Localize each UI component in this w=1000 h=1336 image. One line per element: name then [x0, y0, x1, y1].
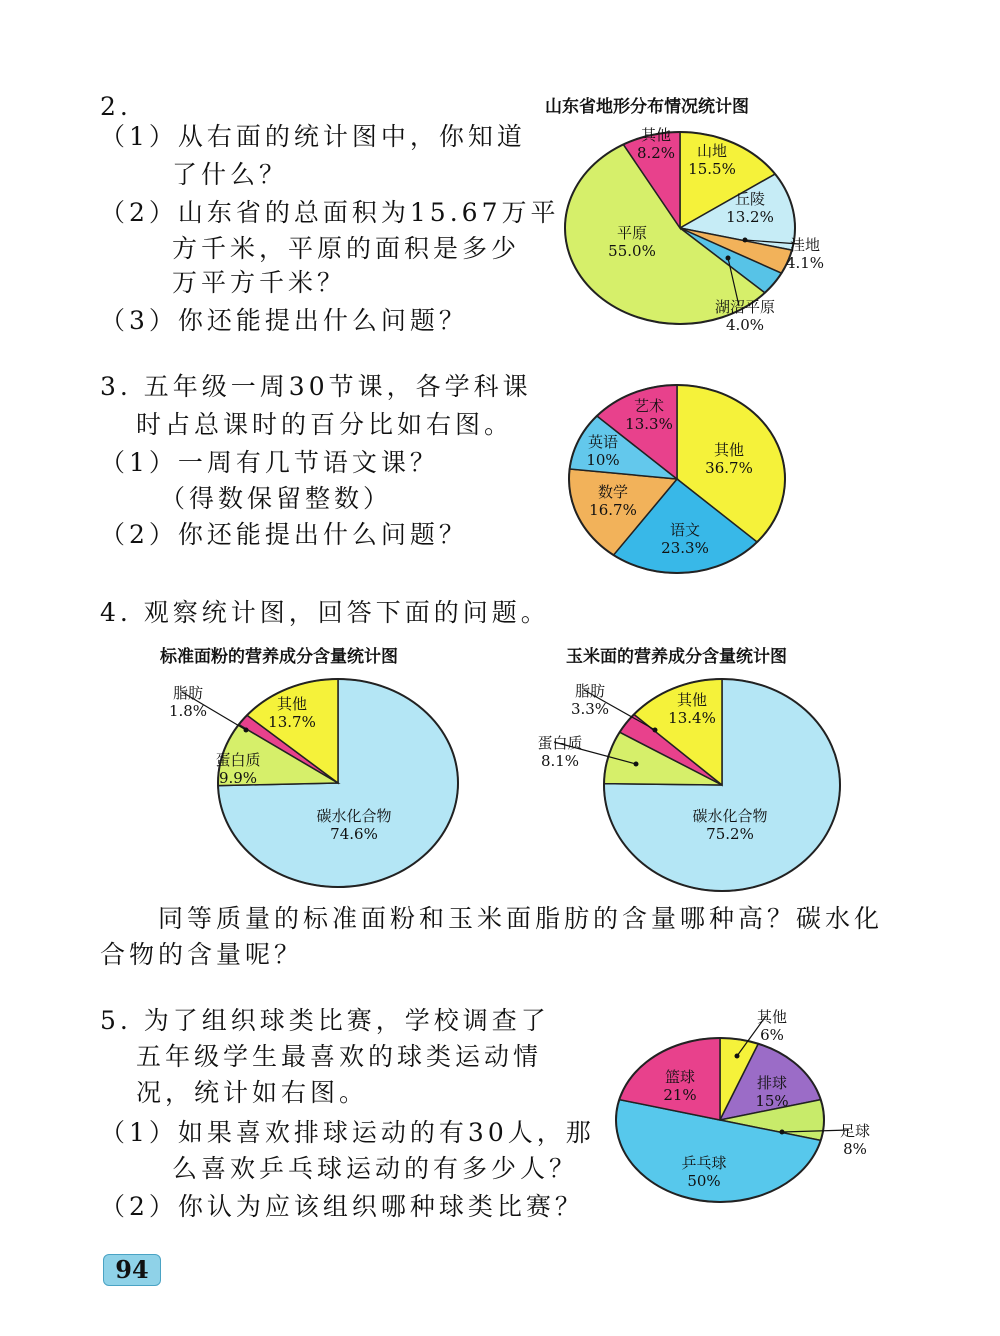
pie-4-value-3: 50%: [687, 1172, 721, 1190]
pie-0-label-2: 洼地: [789, 236, 821, 254]
q5-line1: 5. 为了组织球类比赛，学校调查了: [100, 1006, 550, 1035]
pie-1-value-0: 36.7%: [705, 459, 753, 477]
pie-0-label-3: 湖沼平原: [714, 298, 776, 316]
pie-4-label-1: 排球: [756, 1074, 788, 1092]
chart1-title: 山东省地形分布情况统计图: [545, 97, 749, 117]
q2-sub1-line1: （1）从右面的统计图中，你知道: [100, 122, 526, 151]
pie-1-label-3: 英语: [587, 433, 619, 451]
pie-4-label-3: 乒乓球: [681, 1154, 727, 1172]
pie-1-value-4: 13.3%: [625, 415, 673, 433]
pie-0-value-2: 4.1%: [785, 254, 825, 272]
pie-0-label-5: 其他: [640, 126, 672, 144]
chart3-title: 标准面粉的营养成分含量统计图: [160, 647, 398, 667]
pie-2-value-2: 1.8%: [168, 702, 208, 720]
pie-3-value-1: 8.1%: [540, 752, 580, 770]
pie-0-value-4: 55.0%: [608, 242, 656, 260]
pie-3-value-3: 13.4%: [668, 709, 716, 727]
pie-2-label-1: 蛋白质: [215, 751, 261, 769]
q4-paragraph-line1: 同等质量的标准面粉和玉米面脂肪的含量哪种高？碳水化: [158, 904, 884, 933]
pie-3-label-1: 蛋白质: [537, 734, 583, 752]
pie-4-label-2: 足球: [839, 1122, 871, 1140]
pie-0-label-4: 平原: [616, 224, 648, 242]
pie-1-value-1: 23.3%: [661, 539, 709, 557]
q3-line2: 时占总课时的百分比如右图。: [136, 410, 514, 439]
pie-4-value-2: 8%: [843, 1140, 867, 1158]
chart4-title: 玉米面的营养成分含量统计图: [566, 647, 787, 667]
q2-sub3: （3）你还能提出什么问题？: [100, 306, 468, 335]
pie-2-value-0: 74.6%: [330, 825, 378, 843]
page-number: 94: [103, 1254, 161, 1286]
pie-2-label-0: 碳水化合物: [316, 807, 392, 825]
pie-0-value-0: 15.5%: [688, 160, 736, 178]
pie-1-label-1: 语文: [669, 521, 701, 539]
q5-line2: 五年级学生最喜欢的球类运动情: [136, 1042, 543, 1071]
pie-1-value-3: 10%: [586, 451, 620, 469]
pie-0-value-5: 8.2%: [636, 144, 676, 162]
pie-1-label-4: 艺术: [633, 397, 665, 415]
pie-4-value-4: 21%: [663, 1086, 697, 1104]
q3-line1: 3. 五年级一周30节课，各学科课: [100, 372, 532, 401]
q5-sub1-line1: （1）如果喜欢排球运动的有30人，那: [100, 1118, 595, 1147]
q3-sub1-note: （得数保留整数）: [160, 484, 393, 513]
pie-4-value-1: 15%: [755, 1092, 789, 1110]
q5-line3: 况，统计如右图。: [136, 1078, 369, 1107]
pie-4-label-4: 篮球: [664, 1068, 696, 1086]
pie-3-label-3: 其他: [676, 691, 708, 709]
q2-sub2-line1: （2）山东省的总面积为15.67万平: [100, 198, 560, 227]
q2-sub2-line3: 万平方千米？: [172, 268, 347, 297]
pie-2-value-3: 13.7%: [268, 713, 316, 731]
q4-paragraph-line2: 合物的含量呢？: [100, 940, 304, 969]
pie-1-value-2: 16.7%: [589, 501, 637, 519]
pie-4-leader-head-2: [780, 1130, 785, 1135]
q5-sub2: （2）你认为应该组织哪种球类比赛？: [100, 1192, 584, 1221]
pie-2-label-3: 其他: [276, 695, 308, 713]
pie-0-value-3: 4.0%: [725, 316, 765, 334]
pie-4-label-0: 其他: [756, 1008, 788, 1026]
q4-line1: 4. 观察统计图，回答下面的问题。: [100, 598, 550, 627]
q3-sub1: （1）一周有几节语文课？: [100, 448, 439, 477]
pie-2-value-1: 9.9%: [218, 769, 258, 787]
q3-sub2: （2）你还能提出什么问题？: [100, 520, 468, 549]
pie-2-label-2: 脂肪: [172, 684, 204, 702]
pie-4-leader-head-0: [735, 1054, 740, 1059]
pie-1-label-0: 其他: [713, 441, 745, 459]
q2-sub1-line2: 了什么？: [172, 160, 289, 189]
pie-0-label-0: 山地: [696, 142, 728, 160]
pie-4-value-0: 6%: [760, 1026, 784, 1044]
pie-0-value-1: 13.2%: [726, 208, 774, 226]
pie-0-label-1: 丘陵: [734, 190, 766, 208]
pie-1-label-2: 数学: [597, 483, 629, 501]
pie-3-label-0: 碳水化合物: [692, 807, 768, 825]
q5-sub1-line2: 么喜欢乒乓球运动的有多少人？: [172, 1154, 579, 1183]
pie-3-value-0: 75.2%: [706, 825, 754, 843]
pie-3-value-2: 3.3%: [570, 700, 610, 718]
q2-number: 2.: [100, 92, 132, 121]
q2-sub2-line2: 方千米，平原的面积是多少: [172, 234, 521, 263]
pie-3-label-2: 脂肪: [574, 682, 606, 700]
